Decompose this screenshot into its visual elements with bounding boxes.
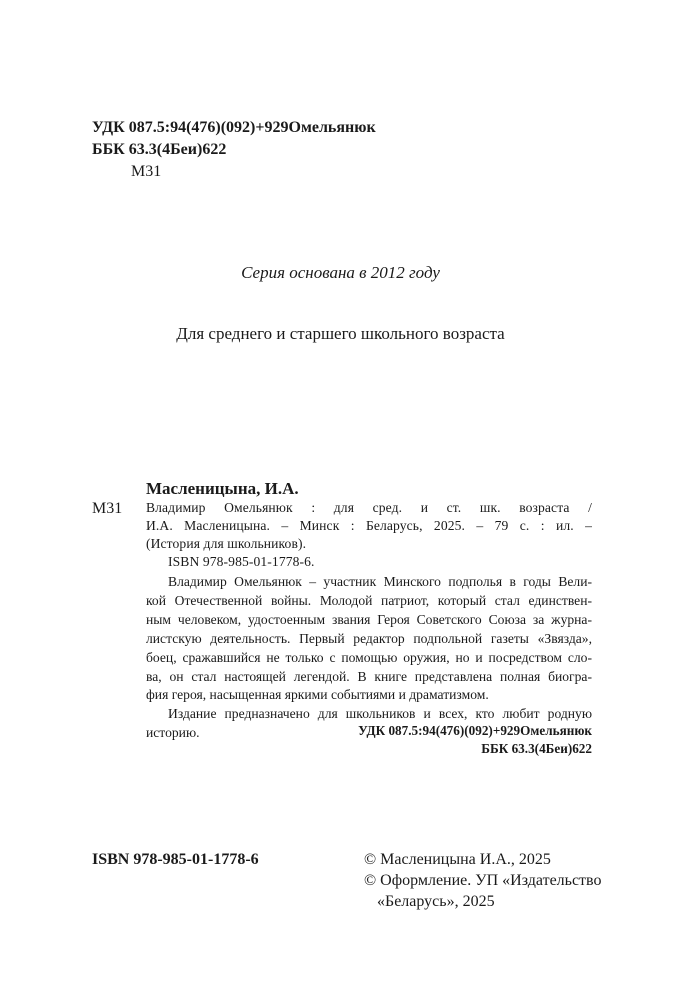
annotation-line: листскую деятельность. Первый редактор подпольной газеты «Звязда», bbox=[146, 630, 592, 646]
annotation-line: боец, сражавшийся не только с помощью оружия, но и посредством сло- bbox=[146, 649, 592, 665]
annotation-line: ным человеком, удостоенным звания Героя Советского Союза за журна- bbox=[146, 611, 592, 627]
purpose-line: Издание предназначено для школьников и всех, кто любит родную bbox=[168, 706, 592, 722]
description-line: (История для школьников). bbox=[146, 536, 307, 551]
record-classification-codes bbox=[358, 722, 592, 758]
bbk-code: ББК 63.3(4Беи)622 bbox=[92, 141, 227, 158]
purpose-line: историю. bbox=[146, 725, 200, 741]
annotation-line: кой Отечественной войны. Молодой патриот, который стал единствен- bbox=[146, 592, 592, 608]
annotation-line: Владимир Омельянюк – участник Минского подполья в годы Вели- bbox=[168, 574, 592, 589]
annotation-line: ва, он стал настоящей легендой. В книге представлена полная биогра- bbox=[146, 668, 592, 684]
isbn-record: ISBN 978-985-01-1778-6. bbox=[168, 554, 315, 569]
copyright-design-continued: «Беларусь», 2025 bbox=[377, 893, 495, 910]
author-mark-left: М31 bbox=[92, 500, 123, 517]
description-line: И.А. Масленицына. – Минск : Беларусь, 2025. – 79 с. : ил. – bbox=[146, 518, 592, 533]
bibliographic-description bbox=[146, 499, 592, 553]
copyright-design: © Оформление. УП «Издательство bbox=[364, 872, 602, 889]
annotation bbox=[146, 573, 592, 743]
author-heading: Масленицына, И.А. bbox=[146, 479, 299, 498]
footer-isbn: ISBN 978-985-01-1778-6 bbox=[92, 851, 259, 868]
record-udk: УДК 087.5:94(476)(092)+929Омельянюк bbox=[358, 723, 592, 738]
description-line: Владимир Омельянюк : для сред. и ст. шк. возраста / bbox=[146, 500, 592, 515]
annotation-line: фия героя, насыщенная яркими событиями и драматизмом. bbox=[146, 687, 489, 703]
author-mark: М31 bbox=[131, 163, 162, 180]
udk-code: УДК 087.5:94(476)(092)+929Омельянюк bbox=[92, 119, 376, 136]
record-bbk: ББК 63.3(4Беи)622 bbox=[481, 741, 592, 756]
age-note: Для среднего и старшего школьного возраста bbox=[176, 324, 505, 343]
copyright-author: © Масленицына И.А., 2025 bbox=[364, 851, 551, 868]
series-note: Серия основана в 2012 году bbox=[241, 263, 440, 282]
